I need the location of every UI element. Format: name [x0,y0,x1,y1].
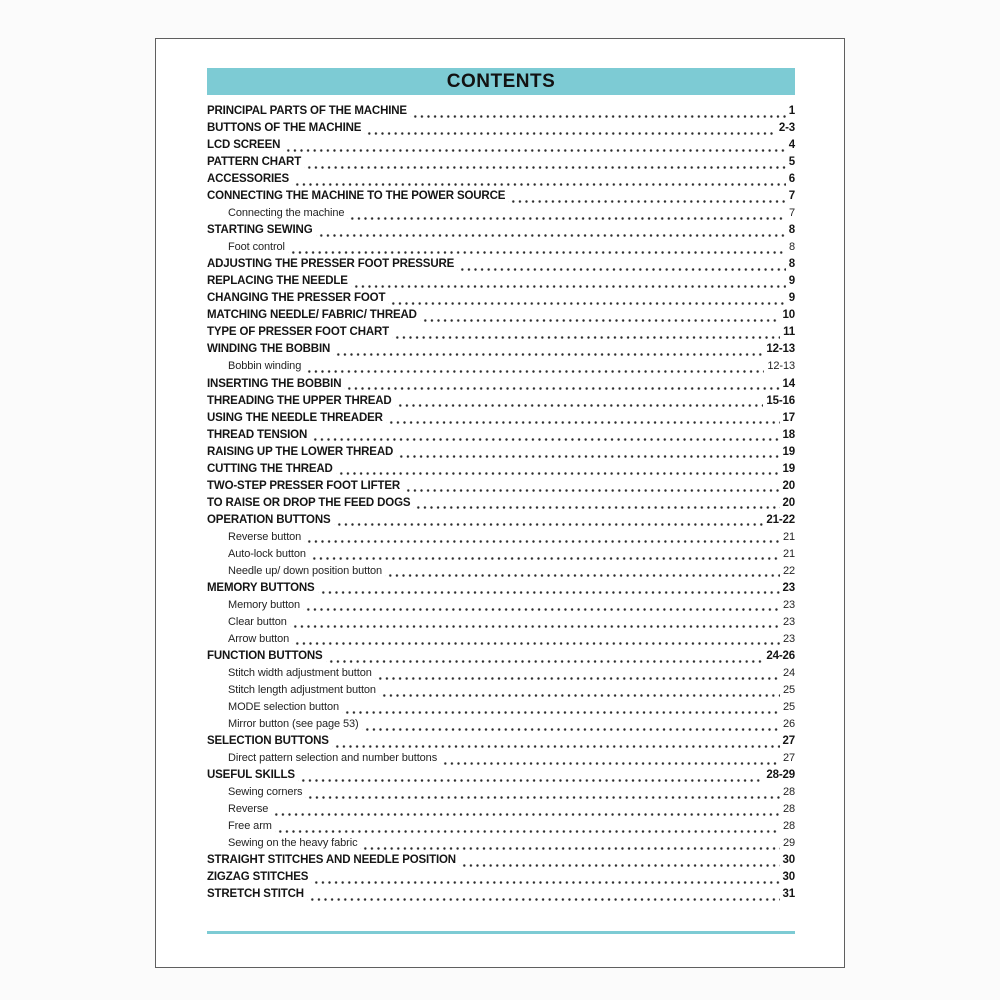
dot-leader [304,154,786,171]
toc-entry-label: MEMORY BUTTONS [207,581,315,594]
dot-leader [364,120,776,137]
toc-entry-label: TO RAISE OR DROP THE FEED DOGS [207,496,411,509]
toc-entry [207,835,795,852]
toc-entry [207,307,795,324]
toc-entry-page: 26 [782,718,795,731]
toc-entry [207,103,795,120]
dot-leader [392,324,780,341]
toc-entry [207,512,795,529]
toc-entry-page: 27 [782,735,795,748]
dot-leader [290,614,780,631]
toc-entry [207,580,795,597]
toc-entry [207,529,795,546]
toc-entry-label: SELECTION BUTTONS [207,735,329,748]
dot-leader [326,648,764,665]
toc-entry-label: Memory button [228,598,301,611]
toc-entry-page: 23 [782,598,795,611]
toc-entry-label: RAISING UP THE LOWER THREAD [207,445,394,458]
toc-entry-page: 21 [782,547,795,560]
toc-entry-label: STARTING SEWING [207,224,313,237]
toc-entry-page: 8 [788,241,795,254]
toc-entry [207,631,795,648]
dot-leader [271,801,780,818]
toc-entry [207,188,795,205]
toc-entry-label: Connecting the machine [228,207,345,220]
toc-entry-page: 22 [782,564,795,577]
toc-entry-label: STRAIGHT STITCHES AND NEEDLE POSITION [207,854,456,867]
toc-entry-page: 6 [788,173,795,186]
dot-leader [333,341,763,358]
toc-entry [207,444,795,461]
toc-entry-page: 24-26 [766,650,795,662]
toc-entry [207,495,795,512]
dot-leader [508,188,786,205]
toc-entry-page: 11 [783,326,795,339]
dot-leader [347,205,786,222]
toc-entry [207,614,795,631]
dot-leader [440,750,780,767]
toc-entry [207,410,795,427]
toc-entry [207,358,795,375]
toc-entry-label: LCD SCREEN [207,139,281,152]
toc-entry-label: Bobbin winding [228,360,302,373]
dot-leader [311,869,779,886]
dot-leader [360,835,779,852]
toc-entry [207,290,795,307]
toc-entry [207,461,795,478]
toc-entry [207,376,795,393]
toc-entry-page: 12-13 [767,360,795,373]
dot-leader [375,665,780,682]
toc-entry-label: ADJUSTING THE PRESSER FOOT PRESSURE [207,258,455,271]
dot-leader [304,529,780,546]
toc-entry-label: CHANGING THE PRESSER FOOT [207,292,386,305]
toc-entry-label: Sewing on the heavy fabric [228,837,358,850]
toc-entry-label: ZIGZAG STITCHES [207,871,309,884]
dot-leader [303,597,780,614]
toc-entry-page: 28 [782,786,795,799]
toc-entry-label: Foot control [228,241,285,254]
toc-entry-page: 19 [782,445,795,458]
toc-entry-label: BUTTONS OF THE MACHINE [207,122,362,135]
toc-entry-label: FUNCTION BUTTONS [207,650,323,662]
toc-entry [207,767,795,784]
toc-entry [207,273,795,290]
toc-entry [207,648,795,665]
page-title: CONTENTS [446,70,556,92]
toc-entry-page: 7 [788,207,795,220]
dot-leader [292,171,786,188]
dot-leader [275,818,780,835]
toc-entry-page: 18 [782,428,795,441]
toc-entry-page: 4 [788,139,795,152]
toc-entry [207,699,795,716]
toc-entry-page: 30 [782,854,795,867]
dot-leader [334,512,764,529]
toc-entry-label: CONNECTING THE MACHINE TO THE POWER SOURCE [207,190,506,203]
toc-entry [207,750,795,767]
toc-entry-label: Direct pattern selection and number buttons [228,752,438,765]
toc-entry-page: 12-13 [766,343,795,356]
dot-leader [344,376,779,393]
toc-entry-page: 8 [788,258,795,271]
toc-entry-label: TYPE OF PRESSER FOOT CHART [207,326,390,339]
toc-entry-page: 2-3 [778,122,795,135]
toc-entry-page: 27 [782,752,795,765]
toc-entry-label: THREADING THE UPPER THREAD [207,394,392,407]
toc-entry-page: 24 [782,667,795,680]
dot-leader [307,886,780,903]
bottom-divider-line [207,931,795,934]
toc-entry-label: CUTTING THE THREAD [207,462,333,475]
toc-entry-label: Auto-lock button [228,547,306,560]
dot-leader [316,222,786,239]
toc-entry-label: Stitch length adjustment button [228,684,376,697]
toc-entry [207,682,795,699]
toc-entry [207,256,795,273]
toc-entry [207,886,795,903]
toc-entry-page: 9 [788,275,795,288]
toc-entry-label: PATTERN CHART [207,156,302,169]
toc-entry-label: STRETCH STITCH [207,888,304,901]
dot-leader [336,461,780,478]
toc-entry-page: 9 [788,292,795,305]
toc-entry-label: OPERATION BUTTONS [207,513,331,526]
toc-entry-label: Clear button [228,615,287,628]
toc-entry-label: TWO-STEP PRESSER FOOT LIFTER [207,479,401,492]
toc-entry-label: MATCHING NEEDLE/ FABRIC/ THREAD [207,309,417,322]
toc-entry-page: 25 [782,701,795,714]
dot-leader [385,563,780,580]
toc-entry-label: THREAD TENSION [207,428,308,441]
toc-entry-label: Needle up/ down position button [228,564,383,577]
toc-entry [207,665,795,682]
toc-entry-label: USEFUL SKILLS [207,769,295,782]
dot-leader [310,427,779,444]
toc-entry-label: WINDING THE BOBBIN [207,343,331,356]
toc-entry [207,427,795,444]
toc-entry [207,393,795,410]
toc-entry [207,716,795,733]
toc-entry-label: PRINCIPAL PARTS OF THE MACHINE [207,105,407,117]
dot-leader [396,444,779,461]
toc-entry [207,869,795,886]
dot-leader [420,307,780,324]
toc-entry-page: 20 [782,479,795,492]
toc-entry [207,137,795,154]
dot-leader [298,767,763,784]
toc-entry [207,478,795,495]
toc-entry [207,205,795,222]
toc-entry [207,154,795,171]
toc-entry-page: 30 [782,871,795,884]
toc-entry-page: 17 [782,411,795,424]
dot-leader [379,682,780,699]
dot-leader [386,410,780,427]
manual-contents-page [155,38,845,968]
dot-leader [362,716,780,733]
dot-leader [342,699,780,716]
toc-entry [207,341,795,358]
contents-header-bar [207,68,795,95]
toc-entry-page: 20 [782,496,795,509]
toc-entry-label: Arrow button [228,632,290,645]
dot-leader [292,631,780,648]
toc-entry-page: 8 [788,224,795,237]
toc-entry-page: 28 [782,820,795,833]
dot-leader [304,358,764,375]
toc-entry-label: ACCESSORIES [207,173,290,186]
toc-entry-page: 21-22 [766,513,795,526]
toc-entry-label: USING THE NEEDLE THREADER [207,411,383,424]
toc-entry-page: 28 [782,803,795,816]
toc-entry-page: 23 [782,632,795,645]
toc-entry-page: 23 [782,615,795,628]
toc-entry [207,546,795,563]
toc-entry [207,239,795,256]
toc-entry-page: 31 [782,888,795,901]
dot-leader [305,784,780,801]
toc-entry [207,324,795,341]
toc-entry-label: Mirror button (see page 53) [228,718,359,731]
toc-entry-page: 21 [782,530,795,543]
toc-entry-label: MODE selection button [228,701,340,714]
toc-entry [207,563,795,580]
toc-entry [207,801,795,818]
toc-entry-page: 5 [788,156,795,169]
dot-leader [413,495,779,512]
toc-entry-page: 25 [782,684,795,697]
dot-leader [388,290,785,307]
toc-entry-page: 23 [782,581,795,594]
toc-entry [207,852,795,869]
toc-entry [207,597,795,614]
toc-entry-page: 29 [782,837,795,850]
dot-leader [309,546,780,563]
toc-entry [207,784,795,801]
toc-entry-page: 10 [782,309,795,322]
toc-entry [207,818,795,835]
toc-list [207,103,795,903]
dot-leader [318,580,780,597]
toc-entry [207,171,795,188]
toc-entry-page: 28-29 [766,769,795,782]
toc-entry [207,733,795,750]
toc-entry-label: INSERTING THE BOBBIN [207,377,342,390]
toc-entry-page: 7 [788,190,795,203]
toc-entry [207,222,795,239]
dot-leader [410,103,786,120]
dot-leader [395,393,764,410]
toc-entry-page: 1 [788,105,795,117]
dot-leader [351,273,786,290]
dot-leader [403,478,779,495]
toc-entry-page: 14 [782,377,795,390]
dot-leader [332,733,780,750]
dot-leader [283,137,785,154]
toc-entry-label: Free arm [228,820,272,833]
toc-entry-label: Stitch width adjustment button [228,667,372,680]
toc-entry-label: REPLACING THE NEEDLE [207,275,348,288]
toc-entry [207,120,795,137]
dot-leader [457,256,786,273]
toc-entry-page: 19 [782,462,795,475]
toc-entry-label: Sewing corners [228,786,303,799]
toc-entry-page: 15-16 [766,394,795,407]
toc-entry-label: Reverse [228,803,269,816]
dot-leader [288,239,786,256]
toc-entry-label: Reverse button [228,530,302,543]
dot-leader [459,852,780,869]
